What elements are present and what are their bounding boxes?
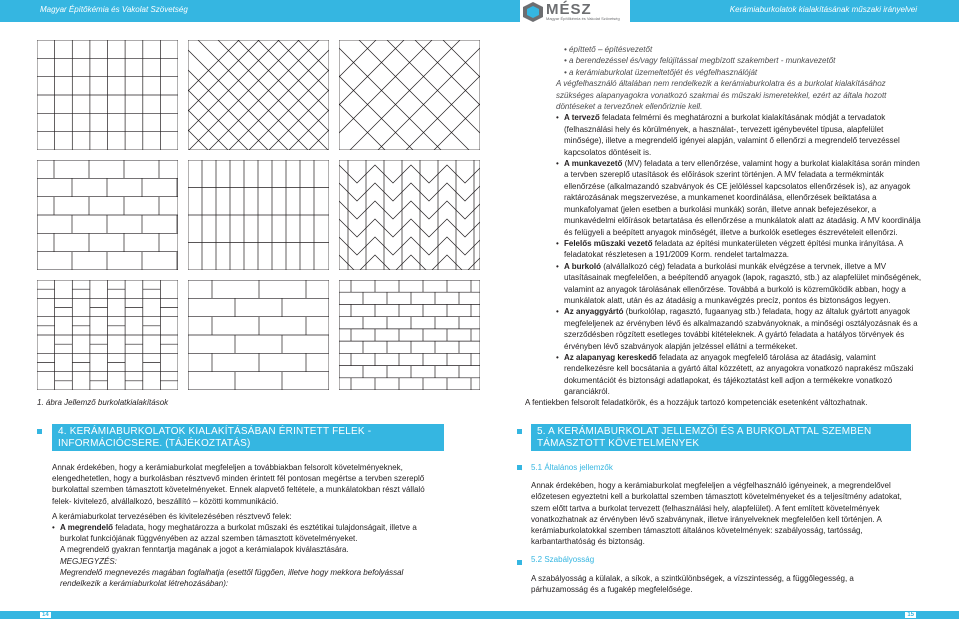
logo-mark-icon xyxy=(522,1,544,23)
right-caption: A fentiekben felsorolt feladatkörök, és a hozzájuk tartozó kompetenciák esetenként változhatnak. xyxy=(525,398,868,407)
subsection-heading: 5.2 Szabályosság xyxy=(531,555,595,565)
note-label: MEGJEGYZÉS: xyxy=(60,556,117,566)
header-left-title: Magyar Építőkémia és Vakolat Szövetség xyxy=(40,5,188,14)
subsection-marker-icon xyxy=(517,560,522,565)
role-bullet: • Az anyaggyártó (burkolólap, ragasztó, fugaanyag stb.) feladata, hogy az általuk gyártott anyagok megfeleljenek az érvényben lévő és alkalmazandó szabványoknak, a minőségi osztályozásnak és a szerződésben rögzített esetleges további kitételeknek. A gyártó feladata a hatályos törvények és érvényben lévő szabványok alapján jelzéssel ellátni a termékeket. xyxy=(556,306,924,352)
section-5-body xyxy=(531,462,909,602)
pattern-stacked-rectangles xyxy=(188,160,329,270)
footer-bar xyxy=(0,611,959,619)
right-column-text xyxy=(556,44,924,398)
page-number-left: 14 xyxy=(42,612,49,618)
paragraph: A szabályosság a külalak, a síkok, a szintkülönbségek, a vízszintesség, a függőlegesség, a párhuzamosság és a fugakép megfelelősége. xyxy=(531,573,854,594)
subsection-marker-icon xyxy=(517,465,522,470)
subsection-heading: 5.1 Általános jellemzők xyxy=(531,463,613,472)
paragraph: A megrendelő gyakran fenntartja magának a jogot a kerámialapok kiválasztására. xyxy=(60,545,349,555)
pattern-basketweave xyxy=(37,280,178,390)
tile-patterns-figure xyxy=(37,40,480,390)
role-bullet: • A munkavezető (MV) feladata a terv ellenőrzése, valamint hogy a burkolat kialakítása során minden a tervben szereplő utasítások és előírások szerint történjen. A MV feladata a termékminták ellenőrzése (alkalmazandó szabványok és CE jelöléssel kapcsolatos ellenőrzések is), az anyagok raktározásának megszervezése, a munkamenet koordinálása, ellenőrzések beiktatása a munkafolyamat (jelen esetben a burkolási munkák) során, illetve annak befejezésekor, a munkavédelmi előírások betartatása és ellenőrzése a munkálatok alatt az átadásig. A MV koordinálja és felügyeli a beépített anyagok minőségét, illetve a burkolók esetleges észrevételeit ellenőrzi. xyxy=(556,158,924,238)
intro-item: • a berendezéssel és/vagy felújítással megbízott szakembert - munkavezetőt xyxy=(564,56,836,66)
mesz-logo xyxy=(520,0,630,24)
role-bullet: • A burkoló (alvállalkozó cég) feladata a burkolási munkák elvégzése a tervnek, illetve a MV utasításainak megfelelően, a beépítendő anyagok (lapok, ragasztó, stb.) az alapfelület minőségének, valamint az anyagok tárolásának ellenőrzése. Továbbá a burkoló is közreműködik abban, hogy a munkálatok alatt, után és az átadásig a munkavégzés precíz, pontos és biztonságos legyen. xyxy=(556,261,924,307)
logo-text: MÉSZ xyxy=(546,1,592,18)
section-4-heading: 4. KERÁMIABURKOLATOK KIALAKÍTÁSÁBAN ÉRINTETT FELEK - INFORMÁCIÓCSERE. (TÁJÉKOZTATÁS) xyxy=(52,424,444,451)
role-bullet: • A tervező feladata felmérni és meghatározni a burkolat kialakításának módját a tervadatok (felhasználási hely és körülmények, a használat-, tervezett igénybevétel típusa, alapfelület minősége), illetve a megrendelő igényei alapján, valamint ő ellenőrzi a megrendelő tervezéssel kapcsolatos döntéseit is. xyxy=(556,112,924,158)
section-marker-icon xyxy=(37,429,42,434)
figure-caption: 1. ábra Jellemző burkolatkialakítások xyxy=(37,398,169,407)
role-bullet: • Felelős műszaki vezető feladata az építési munkaterületen végzett építési munka irányítása. A feladatokat részletesen a 191/2009 Korm. rendelet tartalmazza. xyxy=(556,238,924,261)
pattern-herringbone xyxy=(339,156,480,280)
note-text: Megrendelő megnevezés magában foglalhatja (esettől függően, illetve hogy mekkora befolyással rendelkezik a kerámiaburkolat létrehozásában): xyxy=(60,567,404,589)
page-number-right: 15 xyxy=(907,612,914,618)
intro-item: • a kerámiaburkolat üzemeltetőjét és végfelhasználóját xyxy=(564,67,758,77)
header-right-title: Kerámiaburkolatok kialakításának műszaki irányelvei xyxy=(729,5,917,14)
pattern-diagonal-large xyxy=(255,40,480,160)
section-5-heading: 5. A KERÁMIABURKOLAT JELLEMZŐI ÉS A BURKOLATTAL SZEMBEN TÁMASZTOTT KÖVETELMÉNYEK xyxy=(531,424,911,451)
role-bullet: • Az alapanyag kereskedő feladata az anyagok megfelelő tárolása az átadásig, valamint rendelkezésre kell bocsátania a gyártó által közzétett, az anyagokra vonatkozó naprakész műszaki dokumentációt és biztonsági adatlapokat, és tájékoztatást kell adjon a termékekre vonatkozó garanciákról. xyxy=(556,352,924,398)
paragraph: A kerámiaburkolat tervezésében és kivitelezésében résztvevő felek: xyxy=(52,511,292,521)
section-marker-icon xyxy=(517,429,522,434)
pattern-square-grid xyxy=(37,40,178,150)
section-4-body xyxy=(52,462,444,589)
logo-subtitle: Magyar Építőkémia és Vakolat Szövetség xyxy=(546,16,620,21)
header-bar xyxy=(0,0,959,22)
intro-item: • építtető – építésvezetőt xyxy=(564,45,653,54)
pattern-running-bond-large xyxy=(188,280,329,390)
paragraph: Annak érdekében, hogy a kerámiaburkolat megfeleljen a továbbiakban felsorolt követelményeknek, elengedhetetlen, hogy a burkolásban résztvevő minden érintett fél pontosan megértse a tervben szereplő burkolattal szemben támasztott követelményeket. Ennek alapvető feltétele, a munkálatokban részt vállaló felek- kivitelező, alvállalkozó, beszállító – közötti kommunikáció. xyxy=(52,463,425,506)
intro-paragraph: A végfelhasználó általában nem rendelkezik a kerámiaburkolatra és a burkolat kialakításához szükséges alapanyagokra vonatkozó szakmai és műszaki ismeretekkel, ezért az általa hozott döntéseket a tervezőnek ellenőriznie kell. xyxy=(556,79,887,112)
role-bullet: • A megrendelő feladata, hogy meghatározza a burkolat műszaki és esztétikai tulajdonságait, illetve a burkolat funkciójának függvényében az azzal szemben támasztott követelményeket. xyxy=(52,522,444,544)
paragraph: Annak érdekében, hogy a kerámiaburkolat megfeleljen a végfelhasználó igényeinek, a megrendelővel előzetesen egyeztetni kell a burkolattal szemben támasztott követelményeket és a teljesítmény adatokat, szem előtt tartva a burkolat tervezett (felhasználási hely, alapfelület). A fent említett követelmények vonatkozhatnak az érvényben lévő szabványnak, illetve irányelveknek megfelelően kell történjen. A kerámiaburkolatokkal szemben támasztott általános követelmények: szabályosság, tartósság, karbantarthatóság és biztonság. xyxy=(531,481,902,547)
pattern-stretcher-small xyxy=(339,280,480,390)
pattern-stretcher-bond xyxy=(37,160,178,270)
